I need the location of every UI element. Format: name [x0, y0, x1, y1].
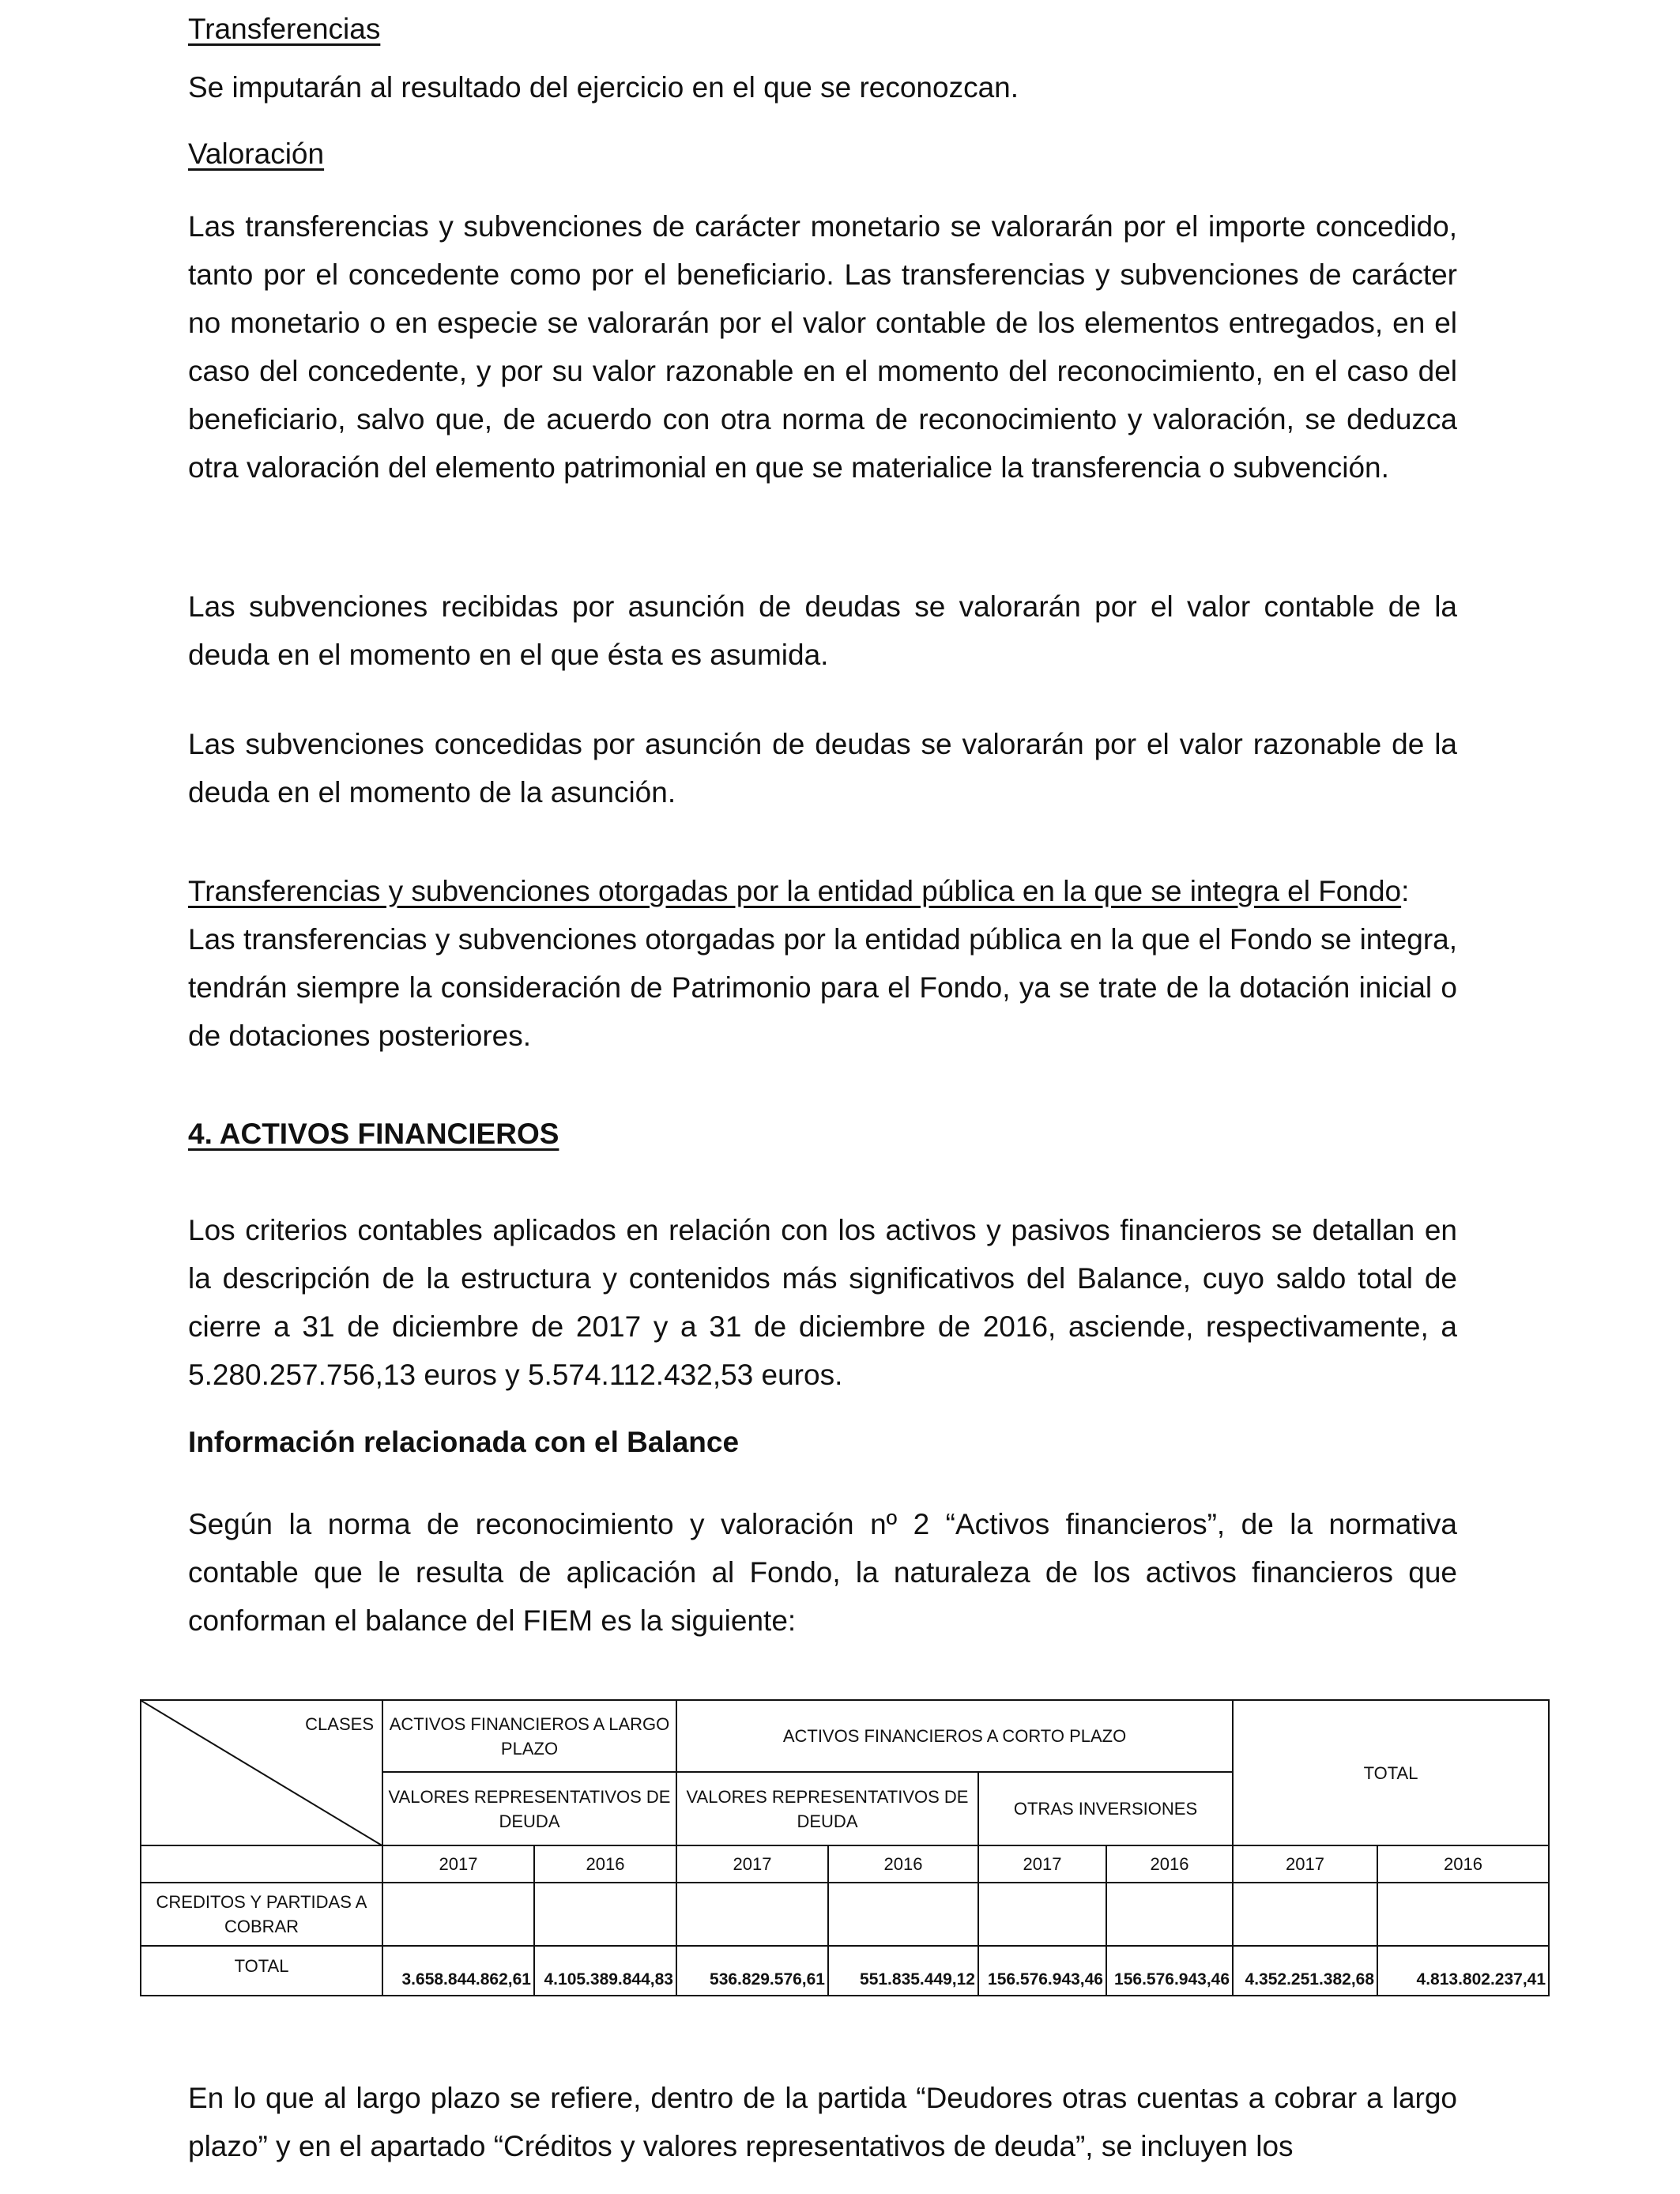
- row-creditos-label: CREDITOS Y PARTIDAS A COBRAR: [141, 1883, 382, 1946]
- year-cell: 2016: [1106, 1845, 1233, 1883]
- clases-label: CLASES: [305, 1714, 374, 1734]
- table-cell: [534, 1883, 676, 1946]
- year-cell: 2016: [534, 1845, 676, 1883]
- paragraph-entidad: Las transferencias y subvenciones otorgadas por la entidad pública en la que el Fondo se integra, tendrán siempre la consideración de Patrimonio para el Fondo, ya se trate de la dotación inicial o de dotaciones posteriores.: [188, 923, 1457, 1052]
- largo-plazo-header: ACTIVOS FINANCIEROS A LARGO PLAZO: [382, 1700, 676, 1772]
- otras-inversiones-header: OTRAS INVERSIONES: [978, 1772, 1233, 1845]
- total-value: 3.658.844.862,61: [382, 1946, 534, 1996]
- total-value: 156.576.943,46: [1106, 1946, 1233, 1996]
- valores-cp-header: VALORES REPRESENTATIVOS DE DEUDA: [676, 1772, 978, 1845]
- heading-entidad-text: Transferencias y subvenciones otorgadas por la entidad pública en la que se integra el Fondo: [188, 875, 1402, 907]
- heading-balance: Información relacionada con el Balance: [188, 1426, 740, 1458]
- paragraph-final: En lo que al largo plazo se refiere, dentro de la partida “Deudores otras cuentas a cobrar a largo plazo” y en el apartado “Créditos y valores representativos de deuda”, se incluyen los: [188, 2082, 1457, 2162]
- paragraph-valoracion-1: Las transferencias y subvenciones de carácter monetario se valorarán por el importe concedido, tanto por el concedente como por el beneficiario. Las transferencias y subvenciones de carácter no monetario o en especie se valorarán por el valor contable de los elementos entregados, en el caso del concedente, y por su valor razonable en el momento del reconocimiento, en el caso del beneficiario, salvo que, de acuerdo con otra norma de reconocimiento y valoración, se deduzca otra valoración del elemento patrimonial en que se materialice la transferencia o subvención.: [188, 210, 1457, 484]
- heading-valoracion: Valoración: [188, 138, 325, 170]
- year-cell: 2017: [978, 1845, 1106, 1883]
- table-cell: [1233, 1883, 1377, 1946]
- year-row-label: [141, 1845, 382, 1883]
- activos-financieros-table: [140, 1699, 1550, 1996]
- paragraph-valoracion-2: Las subvenciones recibidas por asunción de deudas se valorarán por el valor contable de la deuda en el momento en el que ésta es asumida.: [188, 590, 1457, 671]
- year-cell: 2017: [382, 1845, 534, 1883]
- paragraph-norma: Según la norma de reconocimiento y valoración nº 2 “Activos financieros”, de la normativa contable que le resulta de aplicación al Fondo, la naturaleza de los activos financieros que conforman el balance del FIEM es la siguiente:: [188, 1508, 1457, 1637]
- paragraph-valoracion-3: Las subvenciones concedidas por asunción de deudas se valorarán por el valor razonable de la deuda en el momento de la asunción.: [188, 728, 1457, 809]
- row-total-label: TOTAL: [141, 1946, 382, 1996]
- year-cell: 2016: [828, 1845, 978, 1883]
- table-cell: [676, 1883, 828, 1946]
- table-cell: [1106, 1883, 1233, 1946]
- corto-plazo-header: ACTIVOS FINANCIEROS A CORTO PLAZO: [676, 1700, 1233, 1772]
- total-value: 4.813.802.237,41: [1377, 1946, 1549, 1996]
- table-cell: [978, 1883, 1106, 1946]
- year-cell: 2016: [1377, 1845, 1549, 1883]
- table-cell: [828, 1883, 978, 1946]
- heading-transferencias: Transferencias: [188, 13, 381, 45]
- year-cell: 2017: [676, 1845, 828, 1883]
- heading-entidad: [188, 867, 1457, 915]
- total-header: TOTAL: [1233, 1700, 1549, 1845]
- section-title: 4. ACTIVOS FINANCIEROS: [188, 1118, 559, 1150]
- paragraph-transferencias: Se imputarán al resultado del ejercicio en el que se reconozcan.: [188, 71, 1019, 104]
- paragraph-criterios: Los criterios contables aplicados en relación con los activos y pasivos financieros se detallan en la descripción de la estructura y contenidos más significativos del Balance, cuyo saldo total de cierre a 31 de diciembre de 2017 y a 31 de diciembre de 2016, asciende, respectivamente, a 5.280.257.756,13 euros y 5.574.112.432,53 euros.: [188, 1214, 1457, 1391]
- total-value: 551.835.449,12: [828, 1946, 978, 1996]
- clases-header-cell: [141, 1700, 382, 1845]
- valores-lp-header: VALORES REPRESENTATIVOS DE DEUDA: [382, 1772, 676, 1845]
- table-cell: [382, 1883, 534, 1946]
- total-value: 4.105.389.844,83: [534, 1946, 676, 1996]
- table-cell: [1377, 1883, 1549, 1946]
- total-value: 4.352.251.382,68: [1233, 1946, 1377, 1996]
- year-cell: 2017: [1233, 1845, 1377, 1883]
- heading-entidad-colon: :: [1401, 875, 1410, 907]
- total-value: 536.829.576,61: [676, 1946, 828, 1996]
- total-value: 156.576.943,46: [978, 1946, 1106, 1996]
